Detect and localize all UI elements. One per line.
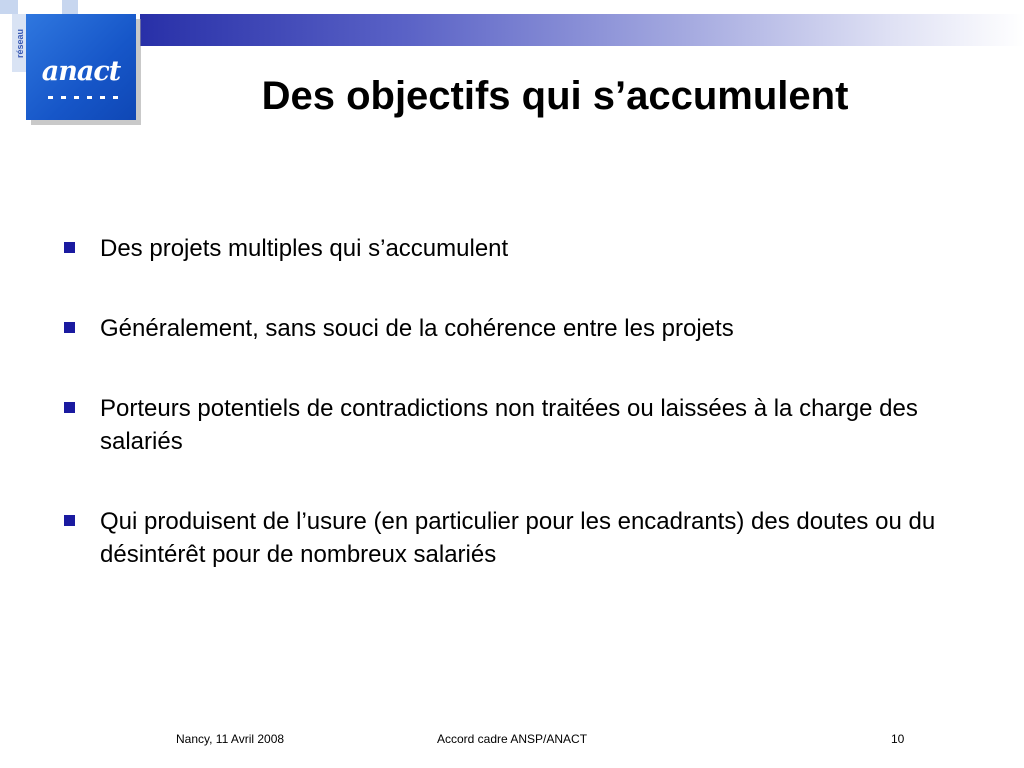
slide-title: Des objectifs qui s’accumulent [261, 74, 849, 118]
logo-wordmark: anact [41, 56, 121, 87]
bullet-text: Des projets multiples qui s’accumulent [100, 235, 509, 262]
bullet-text: Porteurs potentiels de contradictions non traitées ou laissées à la charge des salariés [100, 395, 918, 455]
bullet-text: Généralement, sans souci de la cohérence entre les projets [100, 315, 734, 342]
square-bullet-icon [64, 242, 75, 253]
bullet-item [62, 312, 962, 345]
footer-title: Accord cadre ANSP/ANACT [437, 732, 588, 746]
header-gradient-bar [140, 14, 1024, 46]
logo-side-label: réseau [15, 28, 25, 58]
logo-decor-square [62, 0, 78, 14]
square-bullet-icon [64, 322, 75, 333]
bullet-item [62, 232, 962, 265]
square-bullet-icon [64, 402, 75, 413]
page-number: 10 [891, 732, 905, 746]
bullet-item [62, 392, 962, 458]
logo-decor-square [0, 0, 18, 14]
bullet-text: Qui produisent de l’usure (en particulier pour les encadrants) des doutes ou du désintérêt pour de nombreux salariés [100, 508, 936, 568]
bullet-list [62, 232, 962, 618]
footer-date: Nancy, 11 Avril 2008 [176, 732, 285, 746]
bullet-item [62, 505, 962, 571]
square-bullet-icon [64, 515, 75, 526]
